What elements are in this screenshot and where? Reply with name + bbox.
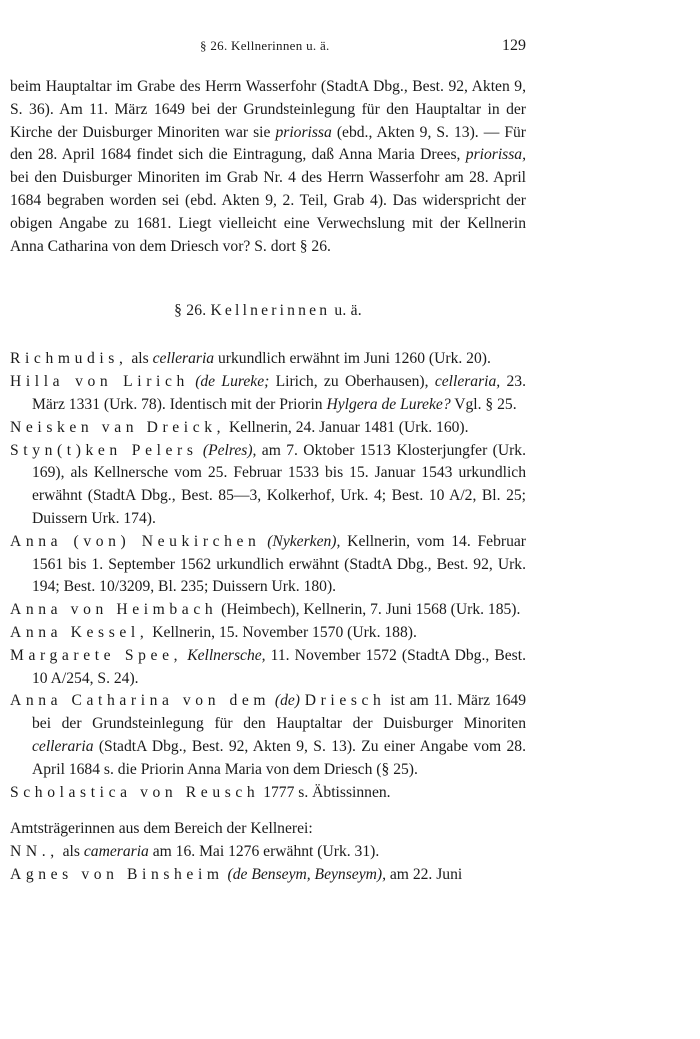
entry-richmudis: Richmudis, als celleraria urkundlich erwähnt im Juni 1260 (Urk. 20).: [10, 350, 491, 368]
entry-scholastica-von-reusch: Scholastica von Reusch 1777 s. Äbtissinnen.: [10, 783, 391, 801]
text-block: [10, 76, 526, 887]
intro-paragraph: beim Hauptaltar im Grabe des Herrn Wasserfohr (StadtA Dbg., Best. 92, Akten 9, S. 36). Am 11. März 1649 bei der Grundsteinlegung für den Hauptaltar in der Kirche der Duisburger Minoriten war sie priorissa (ebd., Akten 9, S. 13). — Für den 28. April 1684 findet sich die Eintragung, daß Anna Maria Drees, priorissa, bei den Duisburger Minoriten im Grab Nr. 4 des Herrn Wasserfohr am 28. April 1684 begraben worden sei (ebd. Akten 9, 2. Teil, Grab 4). Das widerspricht der obigen Angabe zu 1681. Liegt vielleicht eine Verwechslung mit der Kellnerin Anna Catharina von dem Driesch vor? S. dort § 26.: [10, 78, 526, 255]
entry-anna-catharina-von-dem-driesch: Anna Catharina von dem (de) Driesch ist am 11. März 1649 bei der Grundsteinlegung für den Hauptaltar der Duisburger Minoriten celleraria (StadtA Dbg., Best. 92, Akten 9, S. 13). Zu einer Angabe vom 28. April 1684 s. die Priorin Anna Maria von dem Driesch (§ 25).: [10, 692, 527, 778]
subsection-heading: Amtsträgerinnen aus dem Bereich der Kellnerei:: [10, 820, 313, 838]
running-head: [0, 38, 700, 60]
entry-anna-von-heimbach: Anna von Heimbach (Heimbech), Kellnerin, 7. Juni 1568 (Urk. 185).: [10, 601, 521, 619]
entry-nn-cameraria: NN., als cameraria am 16. Mai 1276 erwähnt (Urk. 31).: [10, 843, 380, 861]
entry-agnes-von-binsheim: Agnes von Binsheim (de Benseym, Beynseym), am 22. Juni: [10, 865, 463, 883]
entry-neisken-van-dreick: Neisken van Dreick, Kellnerin, 24. Januar 1481 (Urk. 160).: [10, 418, 469, 436]
page-number: 129: [502, 37, 526, 54]
entry-stynken-pelers: Styn(t)ken Pelers (Pelres), am 7. Oktober 1513 Klosterjungfer (Urk. 169), als Kellnersche vom 25. Februar 1533 bis 15. Januar 1543 urkundlich erwähnt (StadtA Dbg., Best. 85—3, Kolkerhof, Urk. 4; Best. 10 A/2, Bl. 25; Duissern Urk. 174).: [10, 441, 526, 527]
entry-anna-kessel: Anna Kessel, Kellnerin, 15. November 1570 (Urk. 188).: [10, 623, 417, 641]
entry-hilla-von-lirich: Hilla von Lirich (de Lureke; Lirich, zu Oberhausen), celleraria, 23. März 1331 (Urk. 78). Identisch mit der Priorin Hylgera de Lureke? Vgl. § 25.: [10, 373, 526, 413]
section-heading: § 26. Kellnerinnen u. ä.: [174, 302, 362, 320]
entry-anna-von-neukirchen: Anna (von) Neukirchen (Nykerken), Kellnerin, vom 14. Februar 1561 bis 1. September 1562 urkundlich erwähnt (StadtA Dbg., Best. 92, Urk. 194; Best. 10/3209, Bl. 235; Duissern Urk. 180).: [10, 532, 527, 596]
entry-margarete-spee: Margarete Spee, Kellnersche, 11. November 1572 (StadtA Dbg., Best. 10 A/254, S. 24).: [10, 646, 526, 687]
running-title: § 26. Kellnerinnen u. ä.: [200, 38, 330, 53]
